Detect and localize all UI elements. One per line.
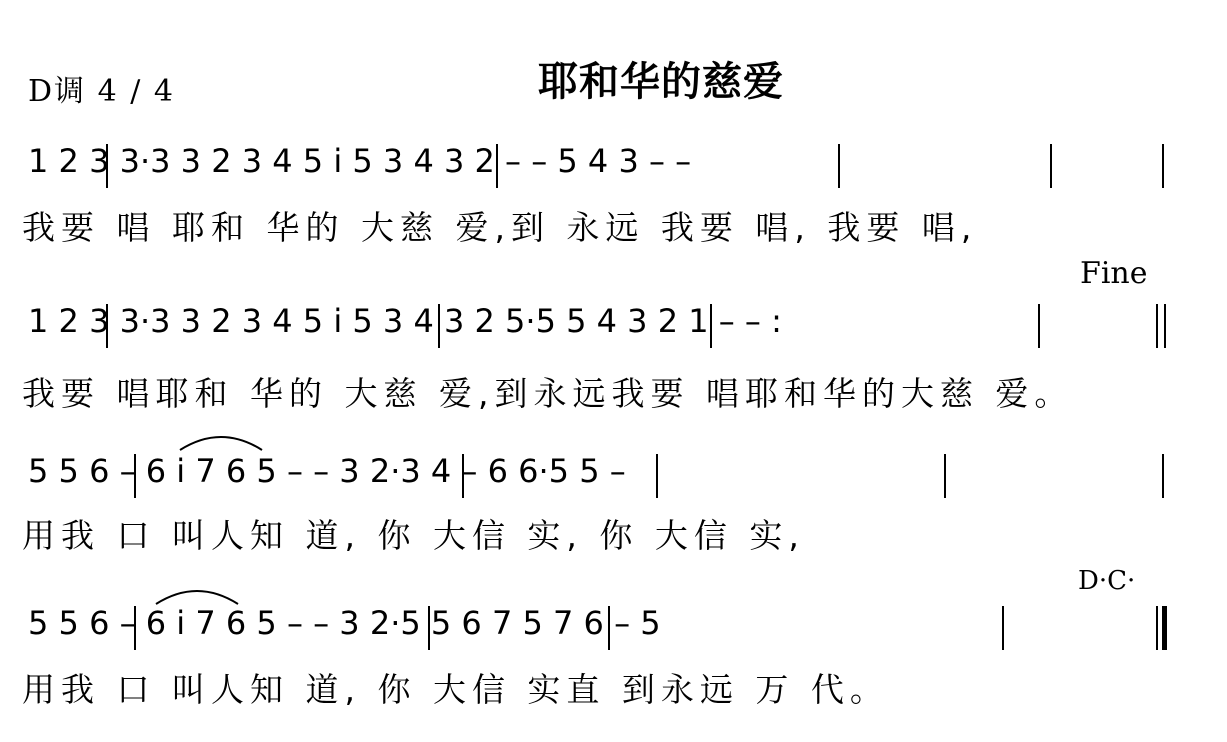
lyrics-line-4: 用我 口 叫人知 道, 你 大信 实直 到永远 万 代。 bbox=[22, 670, 889, 709]
lyrics-line-1: 我要 唱 耶和 华的 大慈 爱,到 永远 我要 唱, 我要 唱, bbox=[22, 208, 978, 247]
fine-mark: Fine bbox=[1080, 256, 1148, 291]
slur-line-4 bbox=[152, 582, 242, 608]
song-title: 耶和华的慈爱 bbox=[538, 58, 784, 105]
notation-line-4: 5 5 6 – 6 i 7 6 5 – – 3 2·5 5 6 7 5 7 6 – 5 bbox=[28, 604, 661, 642]
slur-line-3 bbox=[176, 428, 266, 454]
key-signature: D调 4 / 4 bbox=[28, 74, 175, 109]
lyrics-line-3: 用我 口 叫人知 道, 你 大信 实, 你 大信 实, bbox=[22, 516, 805, 555]
lyrics-line-2: 我要 唱耶和 华的 大慈 爱,到永远我要 唱耶和华的大慈 爱。 bbox=[22, 374, 1074, 413]
notation-line-3: 5 5 6 – 6 i 7 6 5 – – 3 2·3 4 – 6 6·5 5 – bbox=[28, 452, 626, 490]
notation-line-1: 1 2 3 3·3 3 2 3 4 5 i 5 3 4 3 2 – – 5 4 3 – – bbox=[28, 142, 692, 180]
dc-mark: D·C· bbox=[1078, 566, 1136, 596]
notation-line-2: 1 2 3 3·3 3 2 3 4 5 i 5 3 4 3 2 5·5 5 4 3 2 1 – – : bbox=[28, 302, 782, 340]
